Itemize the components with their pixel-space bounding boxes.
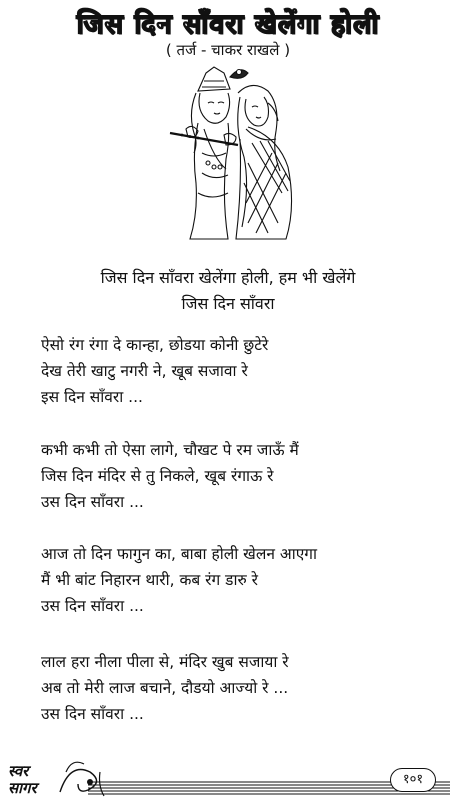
chorus-line: जिस दिन साँवरा खेलेंगा होली, हम भी खेलेंगे (100, 268, 356, 287)
verse-line: अब तो मेरी लाज बचाने, दौडयो आज्यो रे ... (41, 679, 289, 697)
verse-line: देख तेरी खाटु नगरी ने, खूब सजावा रे (41, 362, 248, 380)
stanza-4 (41, 649, 441, 727)
verse-line: उस दिन साँवरा ... (41, 597, 144, 615)
chorus (0, 265, 456, 317)
verse-line: कभी कभी तो ऐसा लागे, चौखट पे रम जाऊँ मैं (41, 441, 299, 459)
logo-line-2: सागर (8, 779, 37, 797)
verse-line: ऐसो रंग रंगा दे कान्हा, छोडया कोनी छुटेरे (41, 336, 269, 354)
tune-subtitle: ( तर्ज - चाकर राखले ) (165, 41, 291, 59)
stanza-1 (41, 332, 441, 410)
radha-krishna-illustration (168, 63, 298, 243)
verse-line: उस दिन साँवरा ... (41, 493, 144, 511)
stanza-3 (41, 541, 441, 619)
page-number: १०१ (390, 768, 436, 792)
footer-ornament (0, 752, 456, 800)
chorus-line: जिस दिन साँवरा (181, 294, 275, 313)
verse-line: इस दिन साँवरा ... (41, 388, 143, 406)
verse-line: उस दिन साँवरा ... (41, 705, 144, 723)
logo-line-1: स्वर (8, 762, 29, 780)
verse-line: जिस दिन मंदिर से तु निकले, खूब रंगाऊ रे (41, 467, 274, 485)
stanza-2 (41, 437, 441, 515)
verse-line: लाल हरा नीला पीला से, मंदिर खुब सजाया रे (41, 653, 289, 671)
verse-line: आज तो दिन फागुन का, बाबा होली खेलन आएगा (41, 545, 318, 563)
verse-line: मैं भी बांट निहारन थारी, कब रंग डारु रे (41, 571, 259, 589)
song-title: जिस दिन साँवरा खेलेंगा होली (76, 9, 380, 40)
